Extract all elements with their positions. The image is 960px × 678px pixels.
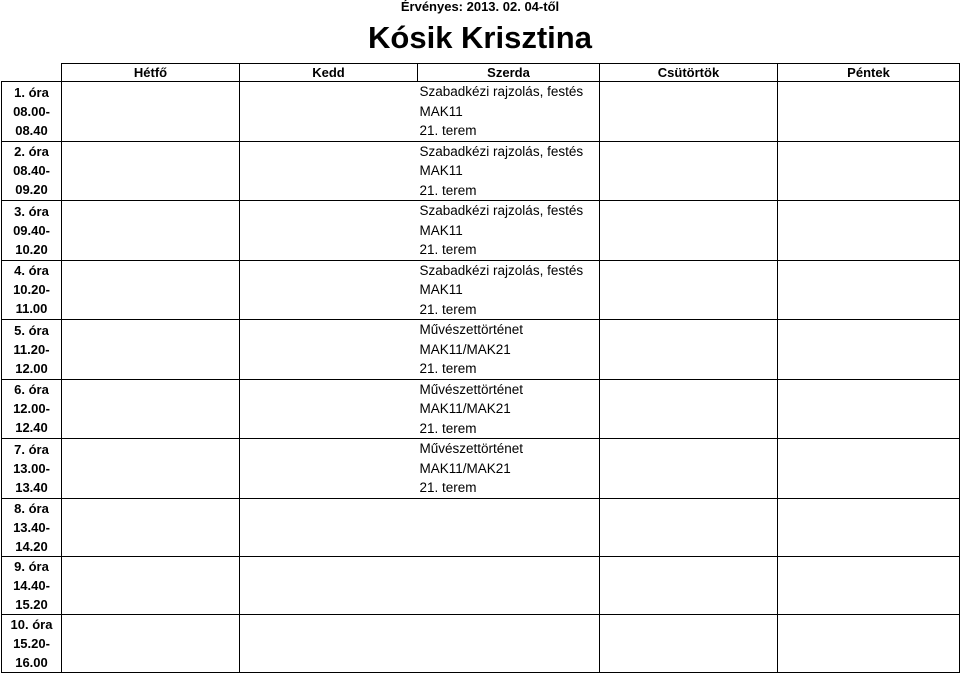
- period-row: [2, 614, 960, 672]
- period-end: 16.00: [15, 654, 48, 670]
- lesson-cell-wednesday: [418, 260, 600, 320]
- day-header-row: [2, 64, 960, 82]
- lesson-subject: Művészettörténet: [419, 322, 524, 337]
- period-end: 14.20: [15, 538, 48, 554]
- period-row: [2, 379, 960, 439]
- lesson-cell-friday: [778, 379, 960, 439]
- lesson-cell-monday: [62, 439, 240, 499]
- lesson-cell-tuesday: [240, 82, 418, 142]
- lesson-subject: Szabadkézi rajzolás, festés: [419, 262, 584, 278]
- lesson-cell-thursday: [600, 320, 778, 380]
- period-label: 5. óra: [14, 322, 49, 338]
- lesson-cell-wednesday: [418, 439, 600, 499]
- period-start: 09.40-: [13, 222, 50, 238]
- lesson-cell-friday: [778, 556, 960, 614]
- period-start: 12.00-: [13, 401, 50, 417]
- period-end: 09.20: [15, 182, 48, 198]
- period-end: 12.40: [15, 420, 48, 436]
- period-row: [2, 439, 960, 499]
- lesson-cell-tuesday: [240, 556, 418, 614]
- lesson-subject: Szabadkézi rajzolás, festés: [419, 84, 584, 99]
- lesson-room: 21. terem: [419, 361, 477, 376]
- period-label-cell: [2, 260, 62, 320]
- lesson-room: 21. terem: [419, 182, 477, 198]
- day-header-thursday: Csütörtök: [600, 64, 778, 82]
- lesson-cell-friday: [778, 614, 960, 672]
- lesson-cell-wednesday: [418, 141, 600, 201]
- lesson-cell-wednesday: [418, 498, 600, 556]
- lesson-room: 21. terem: [419, 420, 477, 436]
- lesson-cell-monday: [62, 379, 240, 439]
- period-label-cell: [2, 556, 62, 614]
- lesson-subject: Szabadkézi rajzolás, festés: [419, 203, 584, 218]
- lesson-cell-tuesday: [240, 498, 418, 556]
- day-header-monday: Hétfő: [62, 64, 240, 82]
- lesson-class: MAK11: [419, 103, 463, 119]
- lesson-cell-thursday: [600, 141, 778, 201]
- period-start: 08.00-: [13, 103, 50, 119]
- period-row: [2, 320, 960, 380]
- lesson-cell-tuesday: [240, 201, 418, 261]
- lesson-cell-monday: [62, 498, 240, 556]
- period-label-cell: [2, 201, 62, 261]
- lesson-cell-tuesday: [240, 141, 418, 201]
- period-start: 15.20-: [13, 635, 50, 651]
- period-label-cell: [2, 141, 62, 201]
- lesson-cell-friday: [778, 260, 960, 320]
- period-end: 11.00: [15, 301, 48, 317]
- lesson-cell-friday: [778, 498, 960, 556]
- lesson-cell-thursday: [600, 201, 778, 261]
- period-end: 13.40: [15, 479, 48, 495]
- period-label: 2. óra: [14, 144, 49, 160]
- period-label: 1. óra: [14, 84, 49, 100]
- lesson-room: 21. terem: [419, 480, 477, 495]
- day-header-tuesday: Kedd: [240, 64, 418, 82]
- lesson-cell-friday: [778, 201, 960, 261]
- period-label: 7. óra: [14, 441, 49, 457]
- lesson-cell-wednesday: [418, 320, 600, 380]
- lesson-cell-wednesday: [418, 556, 600, 614]
- teacher-name: Kósik Krisztina: [368, 20, 592, 55]
- lesson-subject: Szabadkézi rajzolás, festés: [419, 143, 584, 159]
- period-label: 4. óra: [14, 263, 49, 279]
- period-end: 15.20: [15, 596, 48, 612]
- period-row: [2, 82, 960, 142]
- day-header-wednesday: Szerda: [418, 64, 600, 82]
- lesson-cell-monday: [62, 614, 240, 672]
- lesson-cell-tuesday: [240, 260, 418, 320]
- lesson-cell-monday: [62, 201, 240, 261]
- corner-cell: [2, 64, 62, 82]
- period-end: 08.40: [15, 122, 48, 138]
- period-label: 3. óra: [14, 203, 49, 219]
- lesson-class: MAK11: [419, 163, 463, 178]
- period-label-cell: [2, 498, 62, 556]
- period-row: [2, 556, 960, 614]
- lesson-room: 21. terem: [419, 123, 477, 138]
- lesson-cell-friday: [778, 141, 960, 201]
- lesson-cell-thursday: [600, 82, 778, 142]
- lesson-cell-thursday: [600, 439, 778, 499]
- lesson-cell-thursday: [600, 379, 778, 439]
- period-start: 08.40-: [13, 163, 50, 179]
- period-start: 13.00-: [13, 460, 50, 476]
- lesson-cell-wednesday: [418, 82, 600, 142]
- lesson-cell-wednesday: [418, 201, 600, 261]
- lesson-class: MAK11/MAK21: [419, 341, 511, 357]
- lesson-room: 21. terem: [419, 242, 477, 257]
- period-label-cell: [2, 82, 62, 142]
- lesson-subject: Művészettörténet: [419, 441, 524, 456]
- lesson-cell-tuesday: [240, 379, 418, 439]
- period-start: 14.40-: [13, 577, 50, 593]
- lesson-cell-friday: [778, 320, 960, 380]
- period-end: 10.20: [15, 241, 48, 257]
- day-header-friday: Péntek: [778, 64, 960, 82]
- lesson-cell-thursday: [600, 260, 778, 320]
- lesson-class: MAK11/MAK21: [419, 460, 511, 476]
- lesson-cell-friday: [778, 439, 960, 499]
- lesson-cell-monday: [62, 82, 240, 142]
- lesson-class: MAK11: [419, 222, 463, 238]
- period-start: 11.20-: [13, 341, 50, 357]
- period-label-cell: [2, 614, 62, 672]
- period-label-cell: [2, 320, 62, 380]
- lesson-cell-wednesday: [418, 614, 600, 672]
- lesson-class: MAK11/MAK21: [419, 401, 511, 416]
- period-start: 13.40-: [13, 519, 50, 535]
- period-label: 8. óra: [14, 500, 49, 516]
- lesson-room: 21. terem: [419, 301, 477, 317]
- lesson-cell-monday: [62, 260, 240, 320]
- period-row: [2, 260, 960, 320]
- lesson-cell-monday: [62, 141, 240, 201]
- lesson-cell-tuesday: [240, 439, 418, 499]
- lesson-cell-thursday: [600, 556, 778, 614]
- lesson-class: MAK11: [419, 282, 463, 297]
- period-label-cell: [2, 439, 62, 499]
- period-label: 6. óra: [14, 382, 49, 398]
- lesson-cell-friday: [778, 82, 960, 142]
- lesson-subject: Művészettörténet: [419, 381, 524, 397]
- lesson-cell-tuesday: [240, 614, 418, 672]
- period-start: 10.20-: [13, 282, 50, 298]
- lesson-cell-tuesday: [240, 320, 418, 380]
- period-row: [2, 201, 960, 261]
- timetable: [1, 63, 960, 673]
- validity-date: Érvényes: 2013. 02. 04-től: [400, 0, 560, 14]
- period-label: 10. óra: [10, 616, 53, 632]
- period-end: 12.00: [15, 360, 48, 376]
- lesson-cell-thursday: [600, 614, 778, 672]
- lesson-cell-monday: [62, 320, 240, 380]
- lesson-cell-thursday: [600, 498, 778, 556]
- lesson-cell-wednesday: [418, 379, 600, 439]
- period-row: [2, 498, 960, 556]
- lesson-cell-monday: [62, 556, 240, 614]
- period-row: [2, 141, 960, 201]
- period-label: 9. óra: [14, 558, 49, 574]
- period-label-cell: [2, 379, 62, 439]
